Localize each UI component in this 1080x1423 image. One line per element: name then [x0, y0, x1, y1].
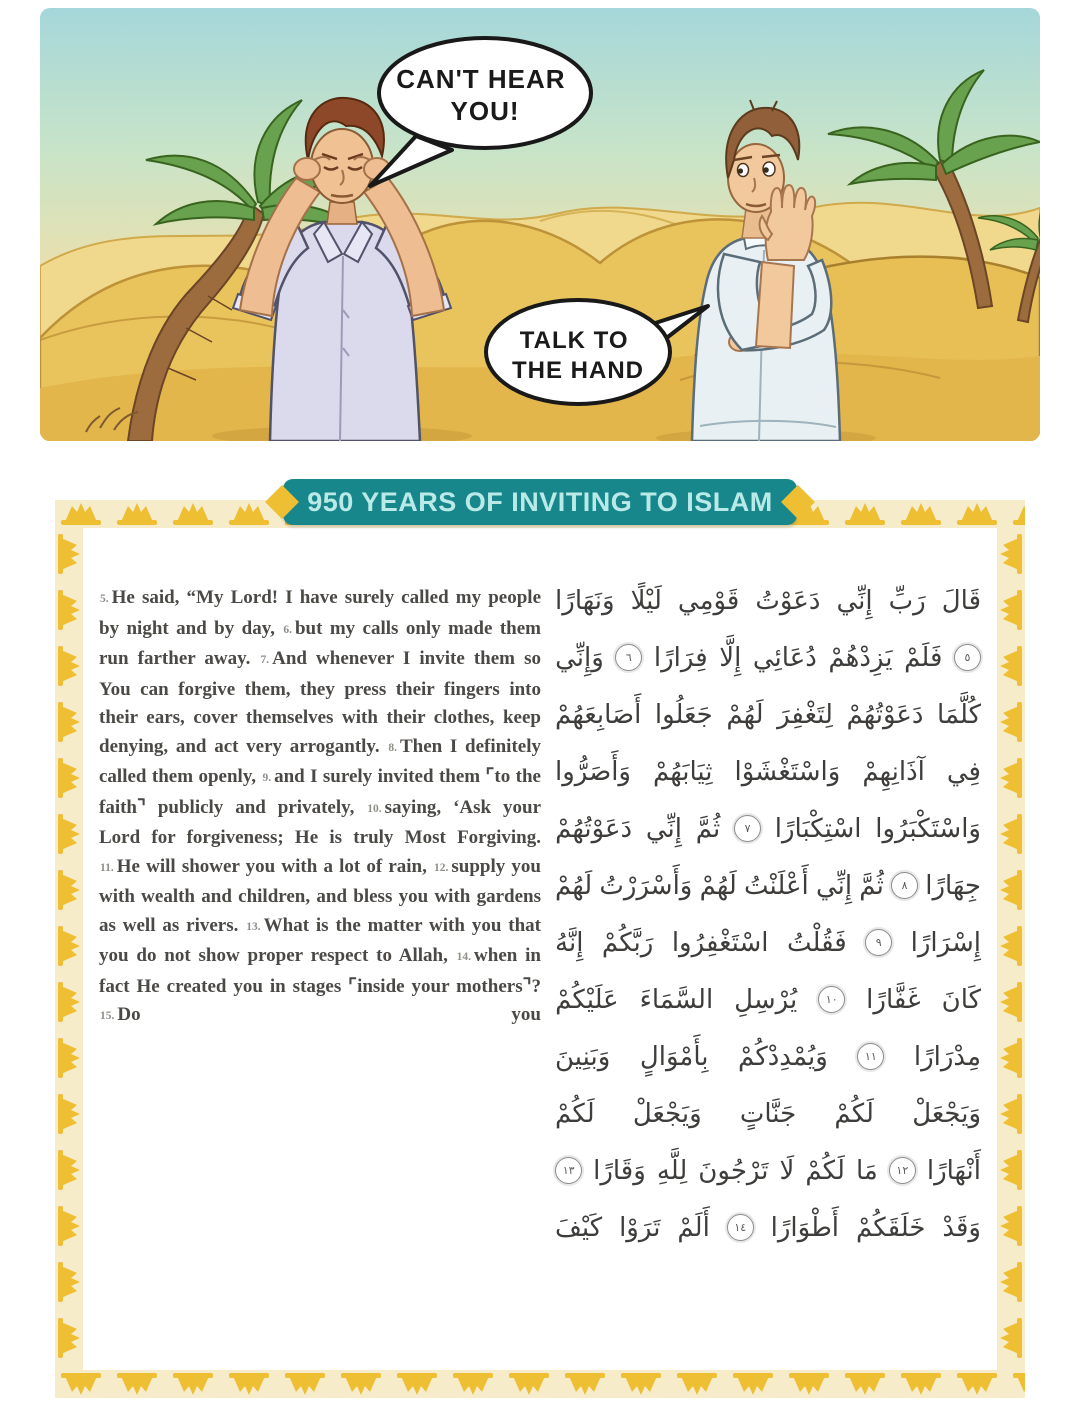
quran-word: السَّمَاءَ [639, 984, 714, 1015]
quran-word: آذَانِهِمْ [862, 756, 925, 787]
quran-line [555, 914, 981, 971]
quran-word: وَقَارًا [593, 1155, 646, 1186]
verse-text: Then I definitely called them openly, [99, 735, 541, 787]
border-right [997, 528, 1025, 1370]
quran-line [555, 1142, 981, 1199]
quran-word: اسْتِكْبَارًا [774, 813, 862, 844]
quran-word: فَلَمْ [904, 642, 943, 673]
quran-line [555, 857, 981, 914]
ayah-marker: ٧ [734, 815, 761, 842]
quran-word: إِلَّا [719, 642, 742, 673]
quran-text [555, 572, 981, 1256]
ayah-marker: ١٢ [889, 1157, 916, 1184]
quran-word: جَنَّاتٍ [739, 1098, 797, 1129]
verse-text: He will shower you with a lot of rain, [116, 855, 434, 877]
quran-word: يَزِدْهُمْ [828, 642, 893, 673]
quran-word: عَلَيْكُمْ [555, 984, 619, 1015]
border-bottom [55, 1370, 1025, 1398]
quran-word: تَرَوْا [619, 1212, 661, 1243]
quran-word: جَعَلُوا [654, 699, 713, 730]
bubble2-line1: TALK TO [519, 327, 629, 354]
bubble1-line1: CAN'T HEAR [396, 64, 566, 94]
desert-scene [40, 8, 1040, 441]
quran-word: يُرْسِلِ [734, 984, 798, 1015]
quran-word: وَيَجْعَلْ [632, 1098, 702, 1129]
quran-word: قَوْمِي [677, 585, 740, 616]
quran-word: لَكُمْ [805, 1155, 845, 1186]
quran-line [555, 572, 981, 629]
verse-number: 14. [456, 951, 472, 963]
quran-word: وَأَسْرَرْتُ [599, 870, 693, 901]
ayah-marker: ٨ [891, 872, 918, 899]
quran-word: أَنْهَارًا [926, 1155, 981, 1186]
right-man-forearm [756, 262, 794, 348]
quran-word: إِسْرَارًا [910, 927, 981, 958]
quran-word: لَيْلًا [630, 585, 662, 616]
border-left [55, 528, 83, 1370]
quran-word: لَهُمْ [726, 699, 764, 730]
quran-line [555, 1199, 981, 1256]
quran-word: لَكُمْ [834, 1098, 874, 1129]
quran-word: اسْتَغْفِرُوا [671, 927, 769, 958]
quran-word: بِأَمْوَالٍ [639, 1041, 709, 1072]
quran-word: أَعْلَنْتُ [744, 870, 809, 901]
quran-line [555, 629, 981, 686]
left-man-hand-l [294, 158, 320, 180]
quran-line [555, 1028, 981, 1085]
section-banner [283, 479, 797, 525]
quran-word: لَهُمْ [555, 870, 593, 901]
verse-number: 9. [262, 772, 272, 784]
quran-line [555, 800, 981, 857]
ayah-marker: ٩ [865, 929, 892, 956]
quran-word: لِتَغْفِرَ [777, 699, 833, 730]
quran-line [555, 1085, 981, 1142]
verse-number: 5. [100, 593, 109, 605]
verse-number: 10. [367, 802, 382, 815]
verse-number: 6. [283, 623, 292, 636]
verse-number: 8. [388, 741, 397, 754]
quran-word: دَعَوْتُهُمْ [555, 813, 633, 844]
quran-word: فِرَارًا [653, 642, 708, 673]
quran-word: ثُمَّ [695, 813, 721, 844]
quran-line [555, 686, 981, 743]
bubble1-line2: YOU! [450, 96, 520, 126]
quran-word: غَفَّارًا [866, 984, 921, 1015]
quran-word: مِدْرَارًا [913, 1041, 981, 1072]
verse-text: supply you with wealth and children, and bless you with gardens as well as rivers. [99, 855, 541, 936]
verse-text: What is the matter with you that you do not show proper respect to Allah, [99, 914, 541, 966]
quran-word: رَبَّكُمْ [601, 927, 654, 958]
quran-word: لَكُمْ [555, 1098, 595, 1129]
quran-word: وَأَصَرُّوا [555, 756, 631, 787]
panel-content [83, 528, 997, 1370]
quran-word: دَعَوْتُ [755, 585, 821, 616]
quran-line [555, 971, 981, 1028]
quran-word: فَقُلْتُ [786, 927, 847, 958]
quran-word: كُلَّمَا [937, 699, 981, 730]
quran-word: وَيَجْعَلْ [912, 1098, 981, 1129]
quran-word: وَاسْتَغْشَوْا [734, 756, 841, 787]
quran-word: وَيُمْدِدْكُمْ [738, 1041, 828, 1072]
quran-line [555, 743, 981, 800]
quran-word: ثُمَّ [859, 870, 884, 901]
verse-text: Do you [117, 1004, 541, 1025]
verse-number: 15. [100, 1010, 115, 1022]
quran-word: لِلَّهِ [656, 1155, 688, 1186]
quran-word: أَطْوَارًا [770, 1212, 840, 1243]
translation-text [99, 584, 541, 1032]
ayah-marker: ١٣ [555, 1157, 582, 1184]
quran-word: أَصَابِعَهُمْ [555, 699, 642, 730]
verse-text: He said, “My Lord! I have surely called my people by night and by day, [99, 587, 541, 639]
quran-word: تَرْجُونَ [698, 1155, 769, 1186]
verse-text: but my calls only made them run farther away. [99, 617, 542, 669]
quran-word: كَانَ [941, 984, 981, 1015]
verse-text: and I surely invited them ⌜to the faith⌝ publicly and privately, [99, 766, 541, 818]
quran-word: دَعَوْتُهُمْ [846, 699, 924, 730]
quran-word: إِنِّي [815, 870, 853, 901]
quran-column [555, 528, 981, 1370]
quran-word: وَاسْتَكْبَرُوا [875, 813, 981, 844]
bubble2-line2: THE HAND [512, 357, 644, 384]
verse-panel [55, 500, 1025, 1398]
verse-text: saying, ‘Ask your Lord for forgiveness; He is truly Most Forgiving. [99, 796, 542, 848]
ayah-marker: ٦ [615, 644, 642, 671]
verse-text: when in fact He created you in stages ⌜inside your mothers⌝? [99, 945, 541, 997]
ayah-marker: ١٤ [727, 1214, 754, 1241]
ayah-marker: ١١ [857, 1043, 884, 1070]
quran-word: رَبِّ [888, 585, 926, 616]
verse-number: 12. [434, 861, 449, 874]
verse-number: 13. [246, 920, 261, 933]
quran-word: لَا [779, 1155, 795, 1186]
ayah-marker: ١٠ [818, 986, 845, 1013]
ayah-marker: ٥ [954, 644, 981, 671]
quran-word: وَنَهَارًا [555, 585, 615, 616]
quran-word: ثِيَابَهُمْ [652, 756, 713, 787]
translation-column [99, 528, 541, 1370]
banner-title: 950 YEARS OF INVITING TO ISLAM [307, 486, 773, 517]
quran-word: دُعَائِي [752, 642, 817, 673]
quran-word: قَالَ [941, 585, 981, 616]
quran-word: وَقَدْ [942, 1212, 981, 1243]
quran-word: مَا [855, 1155, 878, 1186]
quran-word: لَهُمْ [699, 870, 737, 901]
verse-number: 7. [260, 654, 270, 666]
quran-word: كَيْفَ [555, 1212, 603, 1243]
comic-illustration [40, 8, 1040, 441]
quran-word: إِنَّهُ [555, 927, 584, 958]
verse-text: And whenever I invite them so You can forgive them, they press their fingers into their ears, cover themselves with their clothes, keep denying, and act very arrogantly. [99, 648, 541, 757]
quran-word: فِي [946, 756, 981, 787]
quran-word: وَبَنِينَ [555, 1041, 611, 1072]
quran-word: جِهَارًا [925, 870, 981, 901]
quran-word: إِنِّي [836, 585, 873, 616]
quran-word: إِنِّي [645, 813, 682, 844]
quran-word: خَلَقَكُمْ [855, 1212, 926, 1243]
quran-word: وَإِنِّي [555, 642, 604, 673]
quran-word: أَلَمْ [677, 1212, 710, 1243]
verse-number: 11. [100, 861, 114, 874]
